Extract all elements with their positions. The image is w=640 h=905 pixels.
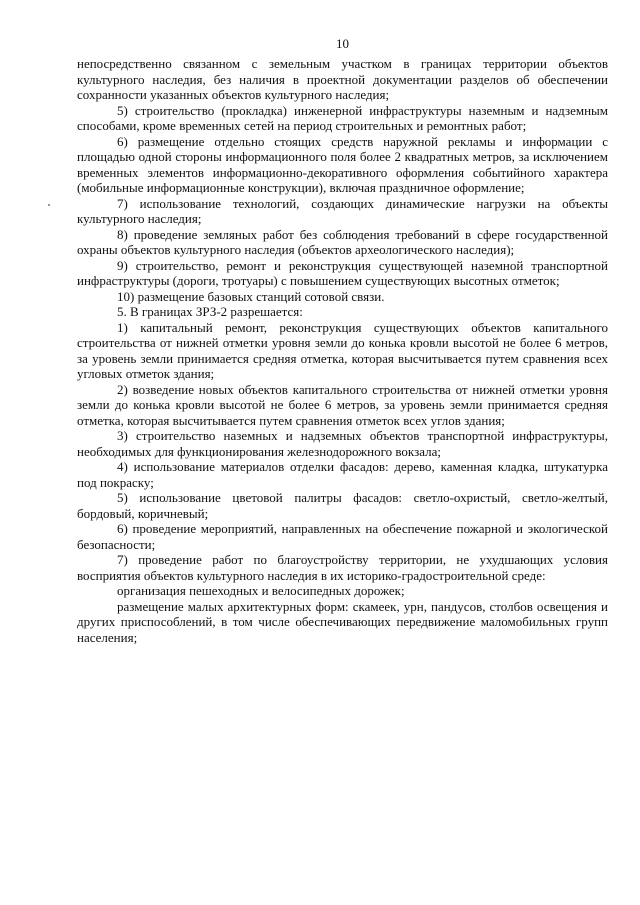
paragraph: 9) строительство, ремонт и реконструкция существующей наземной транспортной инфраструктуры (дороги, тротуары) с повышением существующих высотных отметок;: [77, 257, 608, 288]
paragraph: размещение малых архитектурных форм: скамеек, урн, пандусов, столбов освещения и других приспособлений, в том числе обеспечивающих передвижение маломобильных групп населения;: [77, 598, 608, 645]
paragraph: непосредственно связанном с земельным участком в границах территории объектов культурного наследия, без наличия в проектной документации разделов об обеспечении сохранности указанных объектов культурного наследия;: [77, 56, 608, 102]
document-body: [77, 56, 608, 645]
paragraph: 7) использование технологий, создающих динамические нагрузки на объекты культурного наследия;: [77, 195, 608, 226]
paragraph: 6) размещение отдельно стоящих средств наружной рекламы и информации с площадью одной стороны информационного поля более 2 квадратных метров, за исключением временных элементов информационно-декоративного оформления событийного характера (мобильные информационные конструкции), включая праздничное оформление;: [77, 133, 608, 195]
paragraph: 8) проведение земляных работ без соблюдения требований в сфере государственной охраны объектов культурного наследия (объектов археологического наследия);: [77, 226, 608, 257]
paragraph: 6) проведение мероприятий, направленных на обеспечение пожарной и экологической безопасности;: [77, 521, 608, 552]
paragraph: 5. В границах ЗРЗ-2 разрешается:: [117, 304, 303, 319]
paragraph: организация пешеходных и велосипедных дорожек;: [117, 583, 405, 598]
paragraph: 1) капитальный ремонт, реконструкция существующих объектов капитального строительства от нижней отметки уровня земли до конька кровли высотой не более 6 метров, за уровень земли принимается средняя отметка, которая высчитывается путем сравнения всех угловых отметок здания;: [77, 319, 608, 381]
paragraph: 2) возведение новых объектов капитального строительства от нижней отметки уровня земли до конька кровли высотой не более 6 метров, за уровень земли принимается средняя отметка, которая высчитывается путем сравнения отметок всех углов здания;: [77, 381, 608, 428]
paragraph: 5) использование цветовой палитры фасадов: светло-охристый, светло-желтый, бордовый, коричневый;: [77, 490, 608, 521]
paragraph: 7) проведение работ по благоустройству территории, не ухудшающих условия восприятия объектов культурного наследия в их историко-градостроительной среде:: [77, 552, 608, 583]
page-number: 10: [336, 36, 349, 51]
paragraph: 4) использование материалов отделки фасадов: дерево, каменная кладка, штукатурка под покраску;: [77, 459, 608, 490]
paragraph: 5) строительство (прокладка) инженерной инфраструктуры наземным и надземным способами, кроме временных сетей на период строительных и ремонтных работ;: [77, 102, 608, 133]
scan-speck: [48, 204, 50, 206]
paragraph: 3) строительство наземных и надземных объектов транспортной инфраструктуры, необходимых для функционирования железнодорожного вокзала;: [77, 428, 608, 459]
paragraph: 10) размещение базовых станций сотовой связи.: [117, 288, 385, 304]
